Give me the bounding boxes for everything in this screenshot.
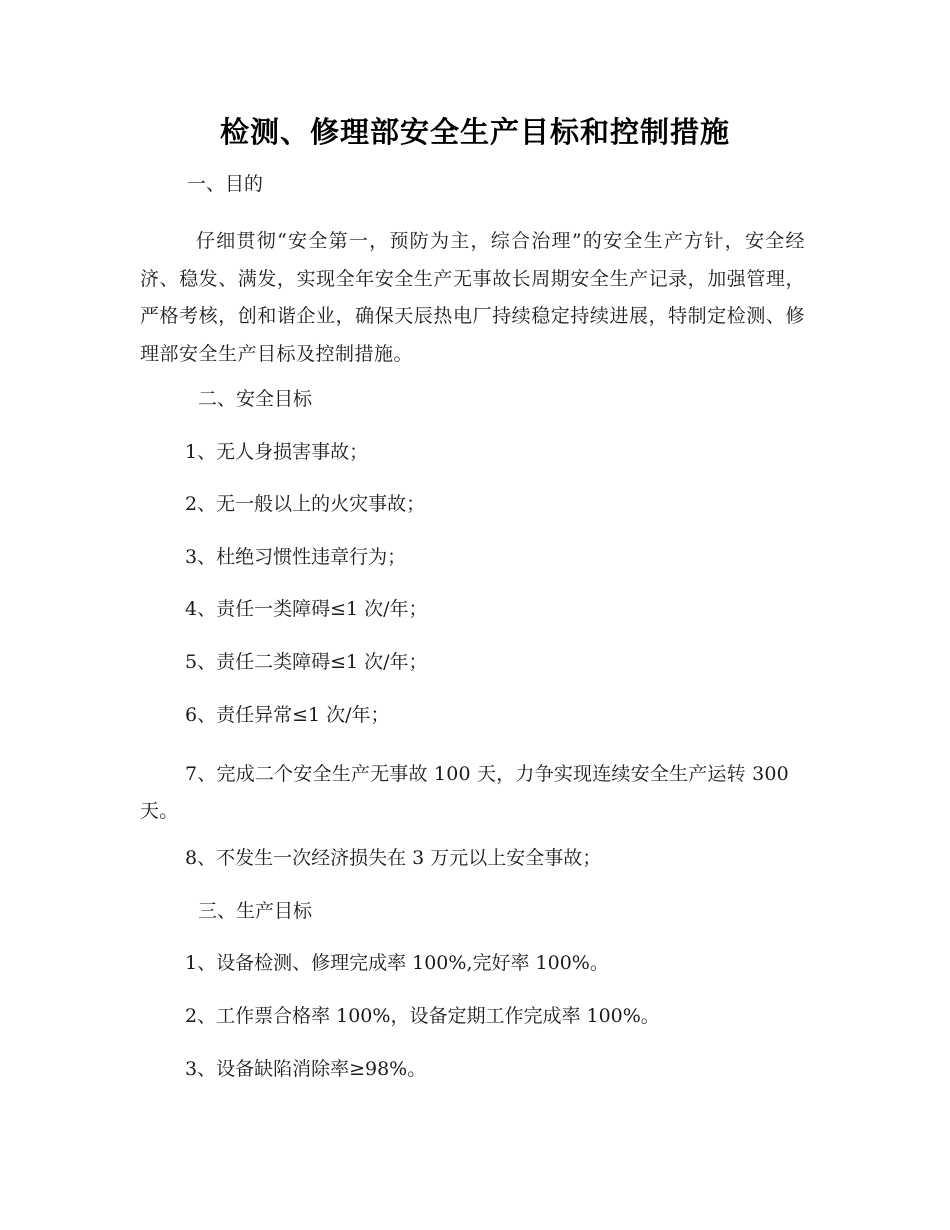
safety-goal-item: 6、责任异常≤1 次/年； <box>185 704 390 726</box>
section-heading-purpose: 一、目的 <box>187 173 264 195</box>
safety-goal-item: 2、无一般以上的火灾事故； <box>185 493 426 515</box>
production-goal-item: 1、设备检测、修理完成率 100%,完好率 100%。 <box>185 952 609 974</box>
safety-goal-item: 7、完成二个安全生产无事故 100 天，力争实现连续安全生产运转 300 天。 <box>140 763 789 822</box>
safety-goal-item: 3、杜绝习惯性违章行为； <box>185 546 407 568</box>
section-heading-safety-goals: 二、安全目标 <box>198 388 313 410</box>
safety-goal-item: 5、责任二类障碍≤1 次/年； <box>185 651 428 673</box>
section-heading-production-goals: 三、生产目标 <box>198 900 313 922</box>
production-goal-item: 2、工作票合格率 100%，设备定期工作完成率 100%。 <box>185 1005 660 1027</box>
safety-goal-item: 8、不发生一次经济损失在 3 万元以上安全事故； <box>185 847 602 869</box>
safety-goal-item: 1、无人身损害事故； <box>185 441 369 463</box>
safety-goal-item: 4、责任一类障碍≤1 次/年； <box>185 598 428 620</box>
production-goal-item: 3、设备缺陷消除率≥98%。 <box>185 1058 427 1080</box>
purpose-paragraph: 仔细贯彻“安全第一，预防为主，综合治理”的安全生产方针，安全经济、稳发、满发，实现全年安全生产无事故长周期安全生产记录，加强管理，严格考核，创和谐企业，确保天辰热电厂持续稳定持续进展，特制定检测、修理部安全生产目标及控制措施。 <box>140 230 805 365</box>
document-title: 检测、修理部安全生产目标和控制措施 <box>219 115 730 149</box>
